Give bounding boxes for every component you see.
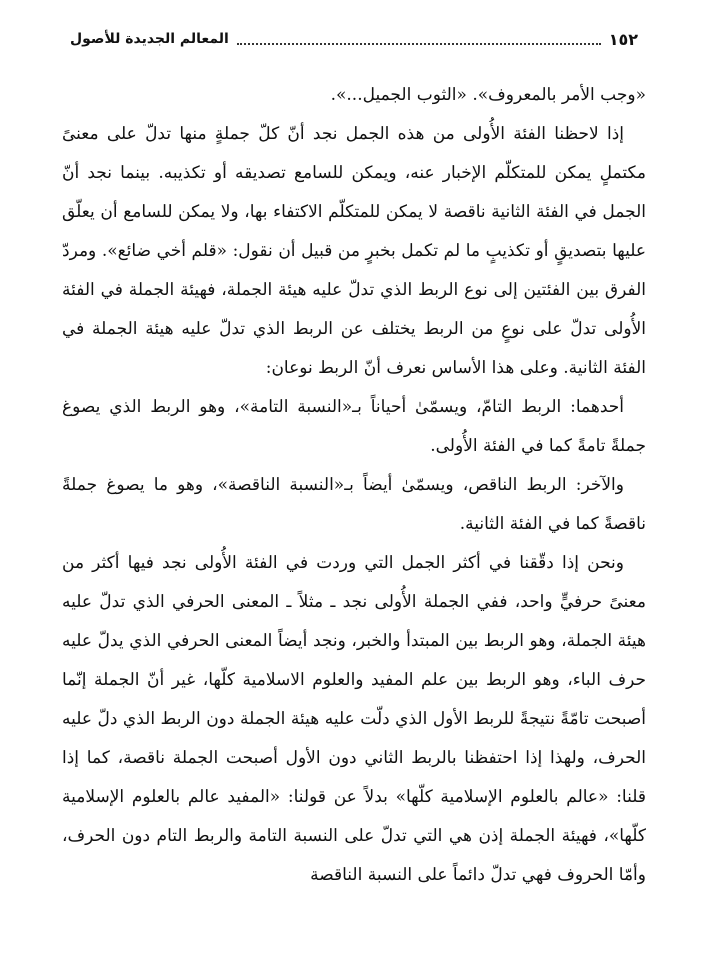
paragraph-2: إذا لاحظنا الفئة الأُولى من هذه الجمل نجد أنّ كلّ جملةٍ منها تدلّ على معنىً مكتملٍ يمكن للمتكلّم الإخبار عنه، ويمكن للسامع تصديقه أو تكذيبه. بينما نجد أنّ الجمل في الفئة الثانية ناقصة لا يمكن للمتكلّم الاكتفاء بها، ولا يمكن للسامع أن يعلّق عليها بتصديقٍ أو تكذيبٍ ما لم تكمل بخبرٍ من قبيل أن نقول: «قلم أخي ضائع». ومردّ الفرق بين الفئتين إلى نوع الربط الذي تدلّ عليه هيئة الجملة، فهيئة الجملة في الفئة الأُولى تدلّ على نوعٍ من الربط يختلف عن الربط الذي تدلّ عليه هيئة الجملة في الفئة الثانية. وعلى هذا الأساس نعرف أنّ الربط نوعان: xyxy=(62,124,646,378)
paragraph-5: ونحن إذا دقّقنا في أكثر الجمل التي وردت في الفئة الأُولى نجد فيها أكثر من معنىً حرفيٍّ واحد، ففي الجملة الأُولى نجد ـ مثلاً ـ المعنى الحرفي الذي تدلّ عليه هيئة الجملة، وهو الربط بين المبتدأ والخبر، ونجد أيضاً المعنى الحرفي الذي يدلّ عليه حرف الباء، وهو الربط بين علم المفيد والعلوم الاسلامية كلّها، غير أنّ الجملة إنّما أصبحت تامّةً نتيجةً للربط الأول الذي دلّت عليه هيئة الجملة دون الربط الذي دلّ عليه الحرف، ولهذا إذا احتفظنا بالربط الثاني دون الأول أصبحت الجملة ناقصة، كما إذا قلنا: «عالم بالعلوم الإسلامية كلّها» بدلاً عن قولنا: «المفيد عالم بالعلوم الإسلامية كلّها»، فهيئة الجملة إذن هي التي تدلّ على النسبة التامة والربط التام دون الحرف، وأمّا الحروف فهي تدلّ دائماً على النسبة الناقصة xyxy=(62,553,646,885)
page-number: ١٥٢ xyxy=(608,29,638,49)
page-header xyxy=(70,26,638,52)
running-title: المعالم الجديدة للأصول xyxy=(70,31,229,47)
page-body xyxy=(62,76,646,895)
paragraph-1: «وجب الأمر بالمعروف». «الثوب الجميل...». xyxy=(330,85,646,105)
header-dot-leader xyxy=(237,43,601,45)
paragraph-3: أحدهما: الربط التامّ، ويسمّىٰ أحياناً بـ«النسبة التامة»، وهو الربط الذي يصوغ جملةً تامةً كما في الفئة الأُولى. xyxy=(62,397,646,456)
paragraph-4: والآخر: الربط الناقص، ويسمّىٰ أيضاً بـ«النسبة الناقصة»، وهو ما يصوغ جملةً ناقصةً كما في الفئة الثانية. xyxy=(62,475,646,534)
